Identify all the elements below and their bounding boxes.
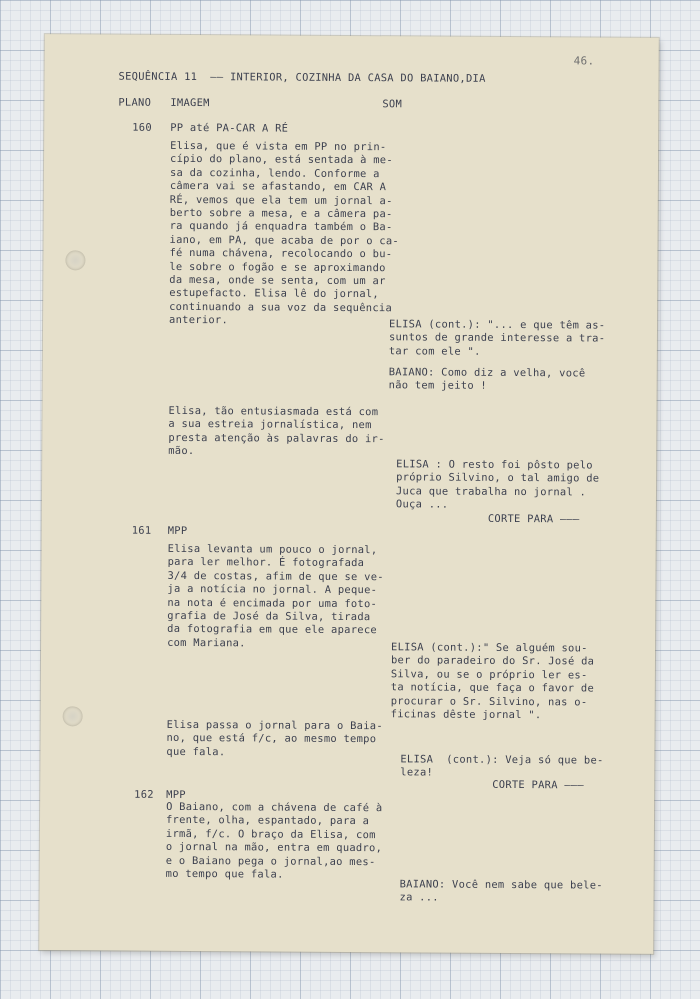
image-description: Elisa, que é vista em PP no prin- cípio do plano, está sentada à me- sa da cozinha, lendo. Conforme a câmera vai se afastando, em CAR A RÉ, vemos que ela tem um jornal a- berto sobre a mesa, e a câmera pa- ra quando já enquadra também o Ba- iano, em PA, que acaba de por o ca- fé numa chávena, recolocando o bu- le sobre o fogão e se aproximando da mesa, onde se senta, com um ar estupefacto. Elisa lê do jornal, continuando a sua voz da sequência anterior. [169, 139, 400, 327]
page-number: 46. [573, 54, 595, 68]
column-som: SOM [382, 98, 403, 111]
shot-number: 162 [134, 788, 154, 801]
punch-hole [65, 250, 85, 270]
shot-heading: PP até PA-CAR A RÉ [170, 121, 289, 135]
script-page [39, 34, 659, 954]
sound-dialogue: BAIANO: Você nem sabe que bele- za ... [399, 878, 603, 904]
column-plano: PLANO [118, 96, 152, 109]
cut-to-marker: CORTE PARA ——— [492, 778, 585, 792]
shot-heading: MPP [167, 524, 188, 538]
shot-heading: MPP [166, 788, 186, 802]
column-imagem: IMAGEM [170, 96, 210, 110]
sound-dialogue: ELISA (cont.): "... e que têm as- suntos de grande interesse a tra- tar com ele ". [388, 318, 606, 358]
sequence-title: SEQUÊNCIA 11 —— INTERIOR, COZINHA DA CASA DO BAIANO,DIA [118, 70, 486, 85]
sound-dialogue: ELISA (cont.): Veja só que be- leza! [400, 753, 604, 779]
image-description: Elisa passa o jornal para o Baia- no, que está f/c, ao mesmo tempo que fala. [166, 718, 383, 759]
image-description: Elisa, tão entusiasmada está com a sua estreia jornalística, nem presta atenção às palavras do ir- mão. [168, 404, 385, 458]
punch-hole [63, 706, 83, 726]
sound-dialogue: ELISA (cont.):" Se alguém sou- ber do paradeiro do Sr. José da Silva, ou se o próprio ler es- ta notícia, que faça o favor de procurar o Sr. Silvino, nas o- ficinas dêste jornal ". [390, 641, 595, 722]
shot-number: 161 [131, 524, 152, 537]
sound-dialogue: ELISA : O resto foi pôsto pelo próprio Silvino, o tal amigo de Juca que trabalha no jornal . Ouça ... [395, 458, 600, 511]
image-description: Elisa levanta um pouco o jornal, para ler melhor. É fotografada 3/4 de costas, afim de que se ve- ja a notícia no jornal. A peque- na nota é encimada por uma foto- grafia de José da Silva, tirada da fotografia em que ele aparece com Mariana. [167, 542, 384, 650]
cut-to-marker: CORTE PARA ——— [487, 512, 580, 526]
shot-number: 160 [132, 121, 152, 134]
sound-dialogue: BAIANO: Como diz a velha, você não tem jeito ! [388, 366, 586, 393]
image-description: O Baiano, com a chávena de café à frente, olha, espantado, para a irmã, f/c. O braço da Elisa, com o jornal na mão, entra em quadro, e o Baiano pega o jornal,ao mes- mo tempo que fala. [165, 800, 383, 881]
